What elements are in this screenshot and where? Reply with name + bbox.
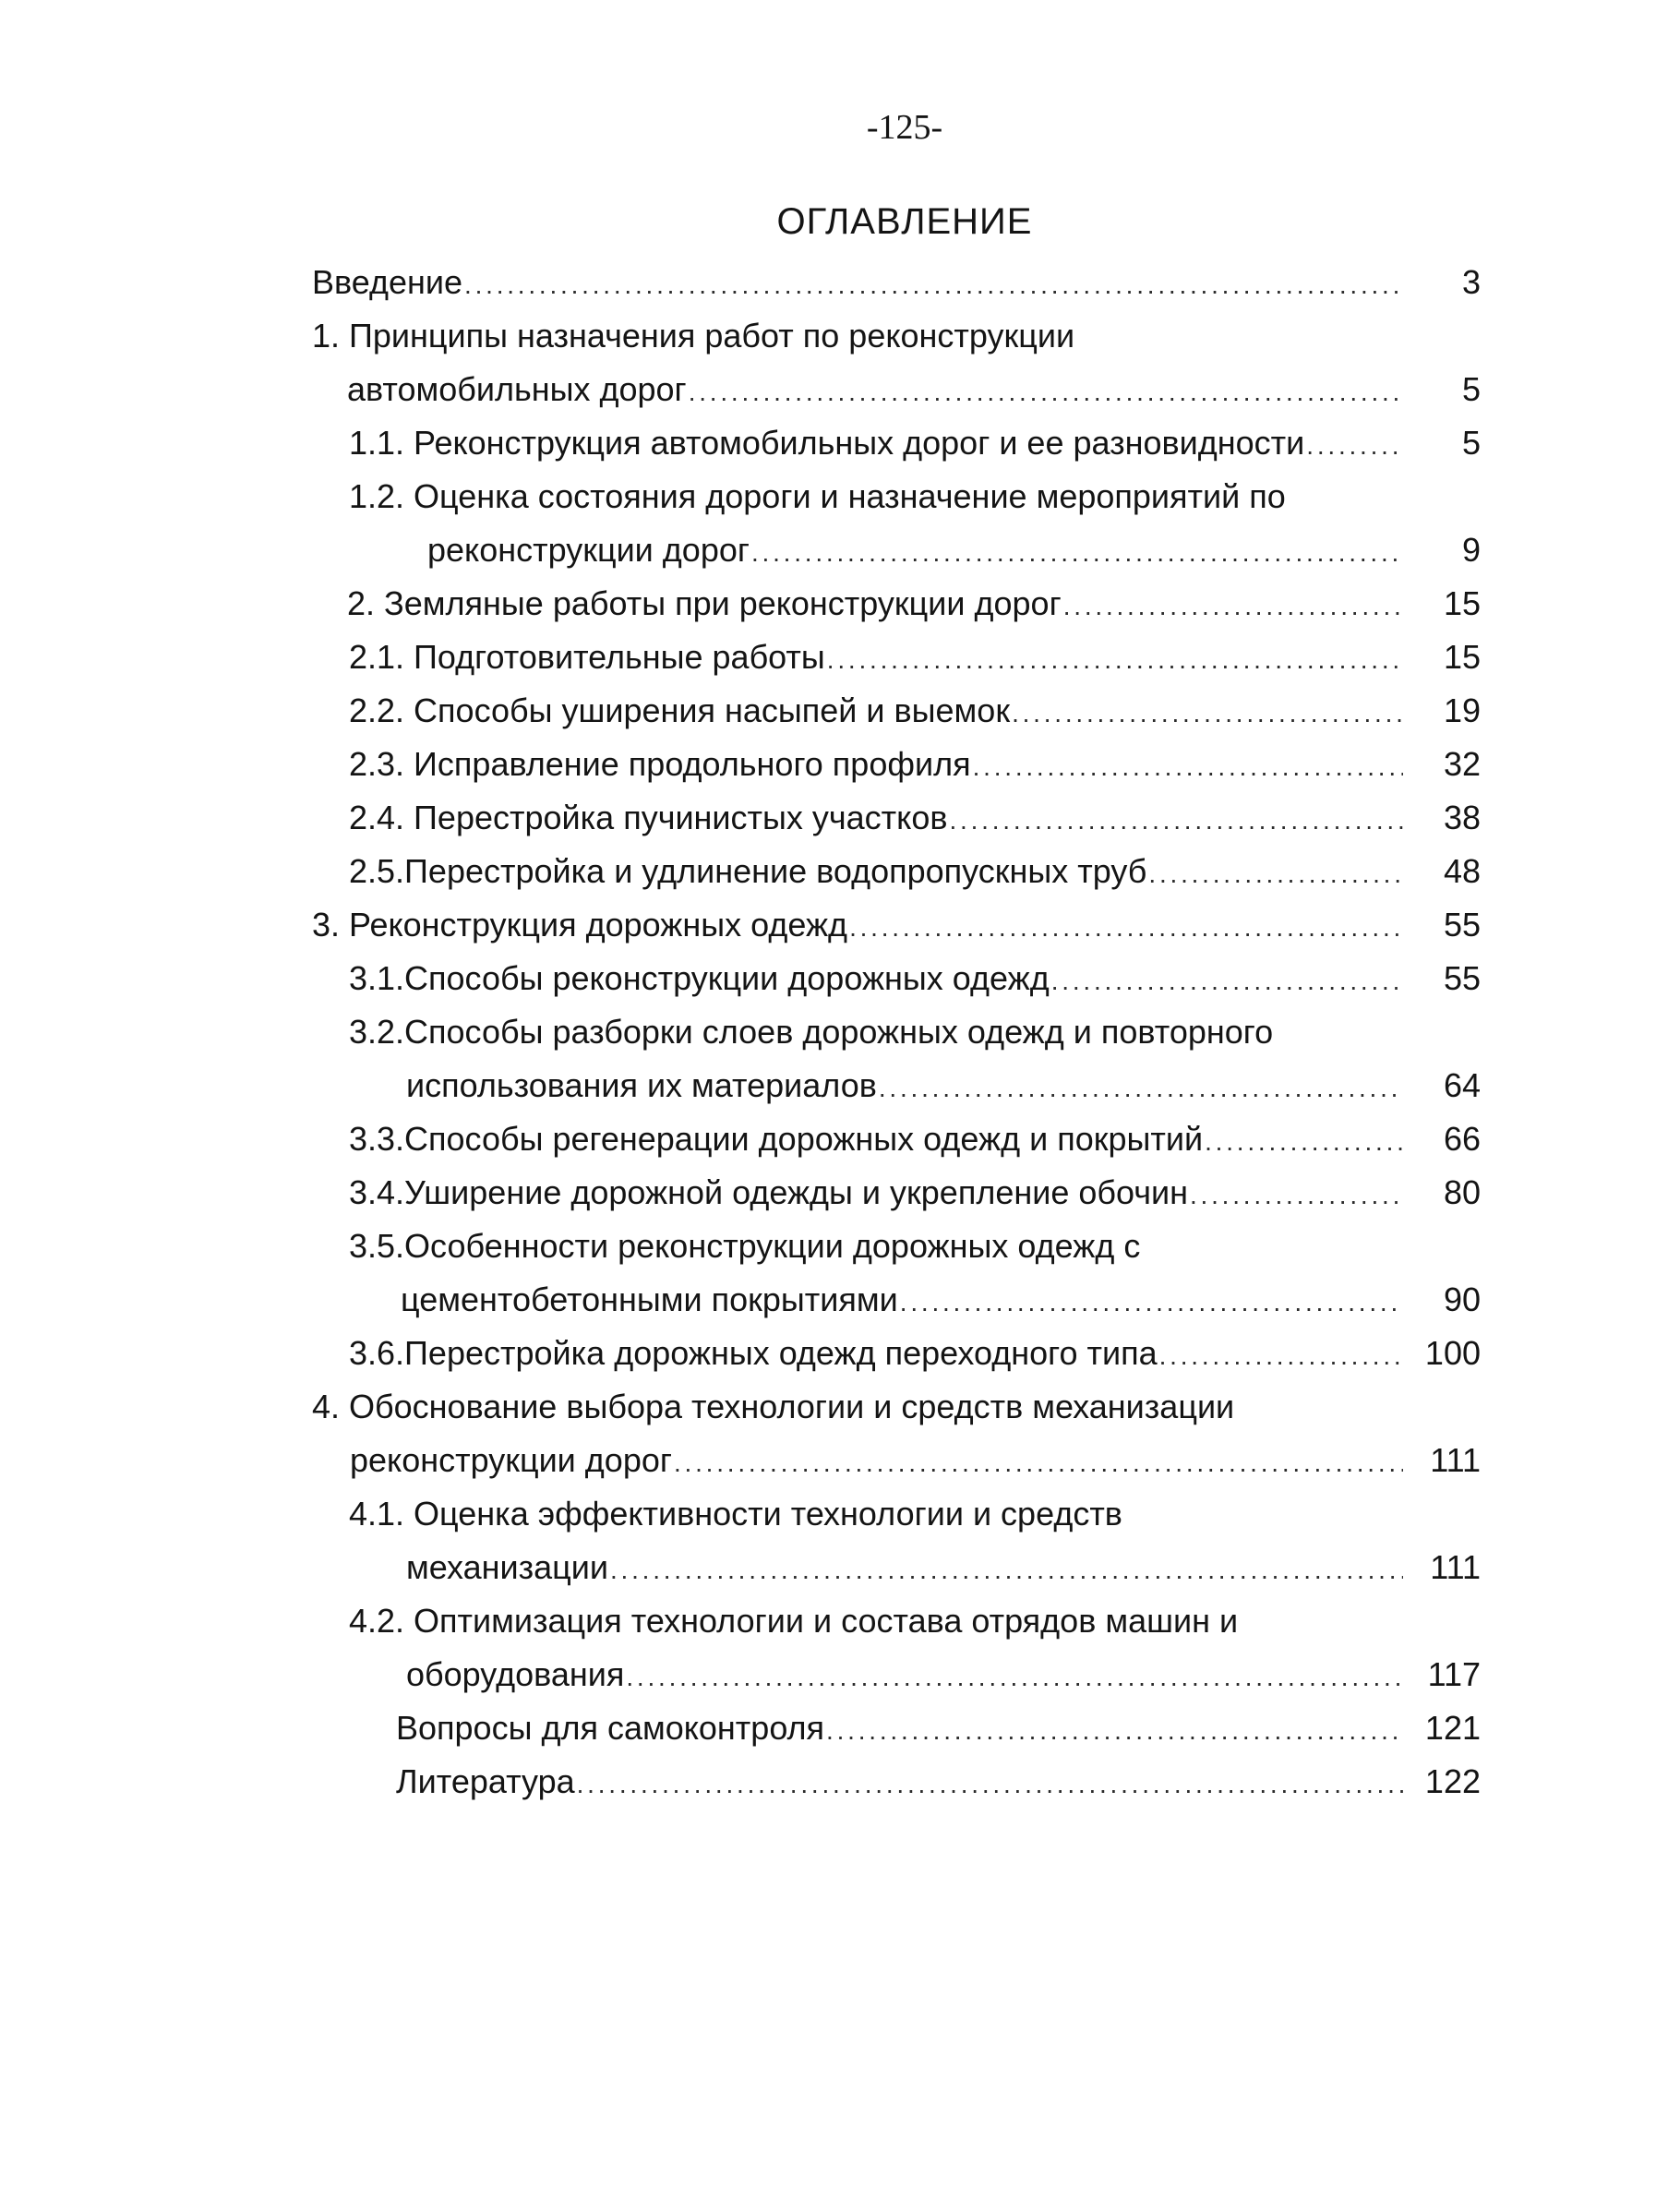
toc-entry-label: Введение xyxy=(312,263,463,301)
toc-entry xyxy=(0,1380,1680,1434)
toc-entry xyxy=(0,470,1680,523)
dot-leader xyxy=(674,1437,1403,1490)
dot-leader xyxy=(751,526,1403,580)
dot-leader xyxy=(826,1704,1403,1758)
toc-entry-page: 9 xyxy=(1461,531,1481,569)
dot-leader xyxy=(849,901,1403,955)
toc-entry-page: 15 xyxy=(1443,584,1481,622)
toc-entry-page: 121 xyxy=(1424,1709,1481,1747)
toc-entry-page: 3 xyxy=(1461,263,1481,301)
dot-leader xyxy=(879,1062,1403,1115)
toc-entry xyxy=(0,1327,1680,1380)
toc-entry-page: 122 xyxy=(1424,1762,1481,1800)
toc-entry-page: 117 xyxy=(1427,1655,1481,1693)
toc-entry-page: 80 xyxy=(1443,1173,1481,1211)
toc-entry xyxy=(0,1434,1680,1487)
toc-entry-label: Литература xyxy=(396,1762,575,1800)
toc-entry xyxy=(0,1059,1680,1112)
dot-leader xyxy=(626,1651,1403,1704)
dot-leader xyxy=(900,1276,1403,1329)
toc-entry-page: 66 xyxy=(1443,1120,1481,1158)
dot-leader xyxy=(1148,848,1403,901)
toc-entry-page: 32 xyxy=(1443,745,1481,783)
toc-entry-label: 1.1. Реконструкция автомобильных дорог и ее разновидности xyxy=(349,424,1305,462)
toc-entry xyxy=(0,1220,1680,1273)
toc-entry-label: цементобетонными покрытиями xyxy=(401,1280,898,1318)
toc-entry-page: 5 xyxy=(1461,424,1481,462)
toc-entry-page: 64 xyxy=(1443,1066,1481,1104)
dot-leader xyxy=(1190,1169,1403,1222)
toc-entry xyxy=(0,738,1680,791)
dot-leader xyxy=(1306,419,1403,473)
toc-entry-label: 2.2. Способы уширения насыпей и выемок xyxy=(349,691,1011,729)
toc-entry-label: 3.1.Способы реконструкции дорожных одежд xyxy=(349,959,1050,997)
page-number: -125- xyxy=(866,108,943,147)
toc-entry xyxy=(0,256,1680,309)
toc-entry xyxy=(0,1166,1680,1220)
toc-entry-label: 4. Обоснование выбора технологии и средств механизации xyxy=(312,1388,1235,1425)
toc-entry-label: 4.2. Оптимизация технологии и состава отрядов машин и xyxy=(349,1602,1239,1640)
toc-entry-label: 1. Принципы назначения работ по реконструкции xyxy=(312,317,1075,355)
toc-entry xyxy=(0,1541,1680,1594)
dot-leader xyxy=(1012,687,1403,740)
dot-leader xyxy=(973,740,1403,794)
toc-entry xyxy=(0,631,1680,684)
toc-entry xyxy=(0,577,1680,631)
toc-entry xyxy=(0,1273,1680,1327)
toc-entry-label: 2.5.Перестройка и удлинение водопропускных труб xyxy=(349,852,1147,890)
table-of-contents xyxy=(0,256,1680,1809)
toc-entry xyxy=(0,1594,1680,1648)
toc-entry xyxy=(0,1701,1680,1755)
toc-entry-page: 111 xyxy=(1430,1548,1481,1586)
toc-entry-label: оборудования xyxy=(406,1655,625,1693)
toc-entry-label: механизации xyxy=(406,1548,608,1586)
toc-entry-label: автомобильных дорог xyxy=(347,370,687,408)
dot-leader xyxy=(610,1544,1403,1597)
toc-entry-label: использования их материалов xyxy=(406,1066,877,1104)
toc-entry-label: 3.6.Перестройка дорожных одежд переходного типа xyxy=(349,1334,1158,1372)
toc-entry-label: реконструкции дорог xyxy=(427,531,750,569)
toc-entry xyxy=(0,845,1680,898)
dot-leader xyxy=(464,258,1403,312)
toc-entry xyxy=(0,523,1680,577)
toc-entry-page: 55 xyxy=(1443,959,1481,997)
dot-leader xyxy=(577,1758,1403,1811)
toc-entry-label: 3.4.Уширение дорожной одежды и укрепление обочин xyxy=(349,1173,1188,1211)
toc-entry-page: 90 xyxy=(1443,1280,1481,1318)
toc-entry-label: 1.2. Оценка состояния дороги и назначение мероприятий по xyxy=(349,477,1286,515)
dot-leader xyxy=(827,633,1403,687)
toc-entry-page: 48 xyxy=(1443,852,1481,890)
toc-entry xyxy=(0,1112,1680,1166)
toc-entry-page: 111 xyxy=(1430,1441,1481,1479)
toc-entry-label: 2.4. Перестройка пучинистых участков xyxy=(349,799,948,836)
dot-leader xyxy=(1051,955,1403,1008)
toc-entry-label: 3. Реконструкция дорожных одежд xyxy=(312,906,848,944)
dot-leader xyxy=(949,794,1403,848)
toc-entry-page: 5 xyxy=(1461,370,1481,408)
toc-entry-label: 3.3.Способы регенерации дорожных одежд и покрытий xyxy=(349,1120,1204,1158)
toc-entry-label: 3.5.Особенности реконструкции дорожных одежд с xyxy=(349,1227,1141,1265)
toc-entry xyxy=(0,416,1680,470)
toc-entry-label: 2. Земляные работы при реконструкции дорог xyxy=(347,584,1062,622)
dot-leader xyxy=(1159,1329,1403,1383)
toc-entry-label: Вопросы для самоконтроля xyxy=(396,1709,825,1747)
toc-entry-page: 55 xyxy=(1443,906,1481,944)
toc-entry xyxy=(0,1487,1680,1541)
toc-entry xyxy=(0,898,1680,952)
toc-entry-page: 38 xyxy=(1443,799,1481,836)
toc-entry xyxy=(0,1005,1680,1059)
dot-leader xyxy=(1063,580,1403,633)
toc-entry xyxy=(0,309,1680,363)
toc-entry-label: 3.2.Способы разборки слоев дорожных одежд и повторного xyxy=(349,1013,1274,1051)
dot-leader xyxy=(1205,1115,1403,1169)
toc-entry-page: 19 xyxy=(1443,691,1481,729)
toc-entry xyxy=(0,363,1680,416)
toc-entry xyxy=(0,791,1680,845)
toc-entry-page: 15 xyxy=(1443,638,1481,676)
toc-entry-page: 100 xyxy=(1424,1334,1481,1372)
dot-leader xyxy=(689,366,1403,419)
toc-entry-label: реконструкции дорог xyxy=(350,1441,672,1479)
toc-entry xyxy=(0,952,1680,1005)
toc-entry xyxy=(0,1648,1680,1701)
toc-entry xyxy=(0,1755,1680,1809)
toc-title: ОГЛАВЛЕНИЕ xyxy=(776,201,1033,242)
toc-entry-label: 2.3. Исправление продольного профиля xyxy=(349,745,971,783)
toc-entry xyxy=(0,684,1680,738)
toc-entry-label: 4.1. Оценка эффективности технологии и средств xyxy=(349,1495,1122,1533)
toc-entry-label: 2.1. Подготовительные работы xyxy=(349,638,825,676)
